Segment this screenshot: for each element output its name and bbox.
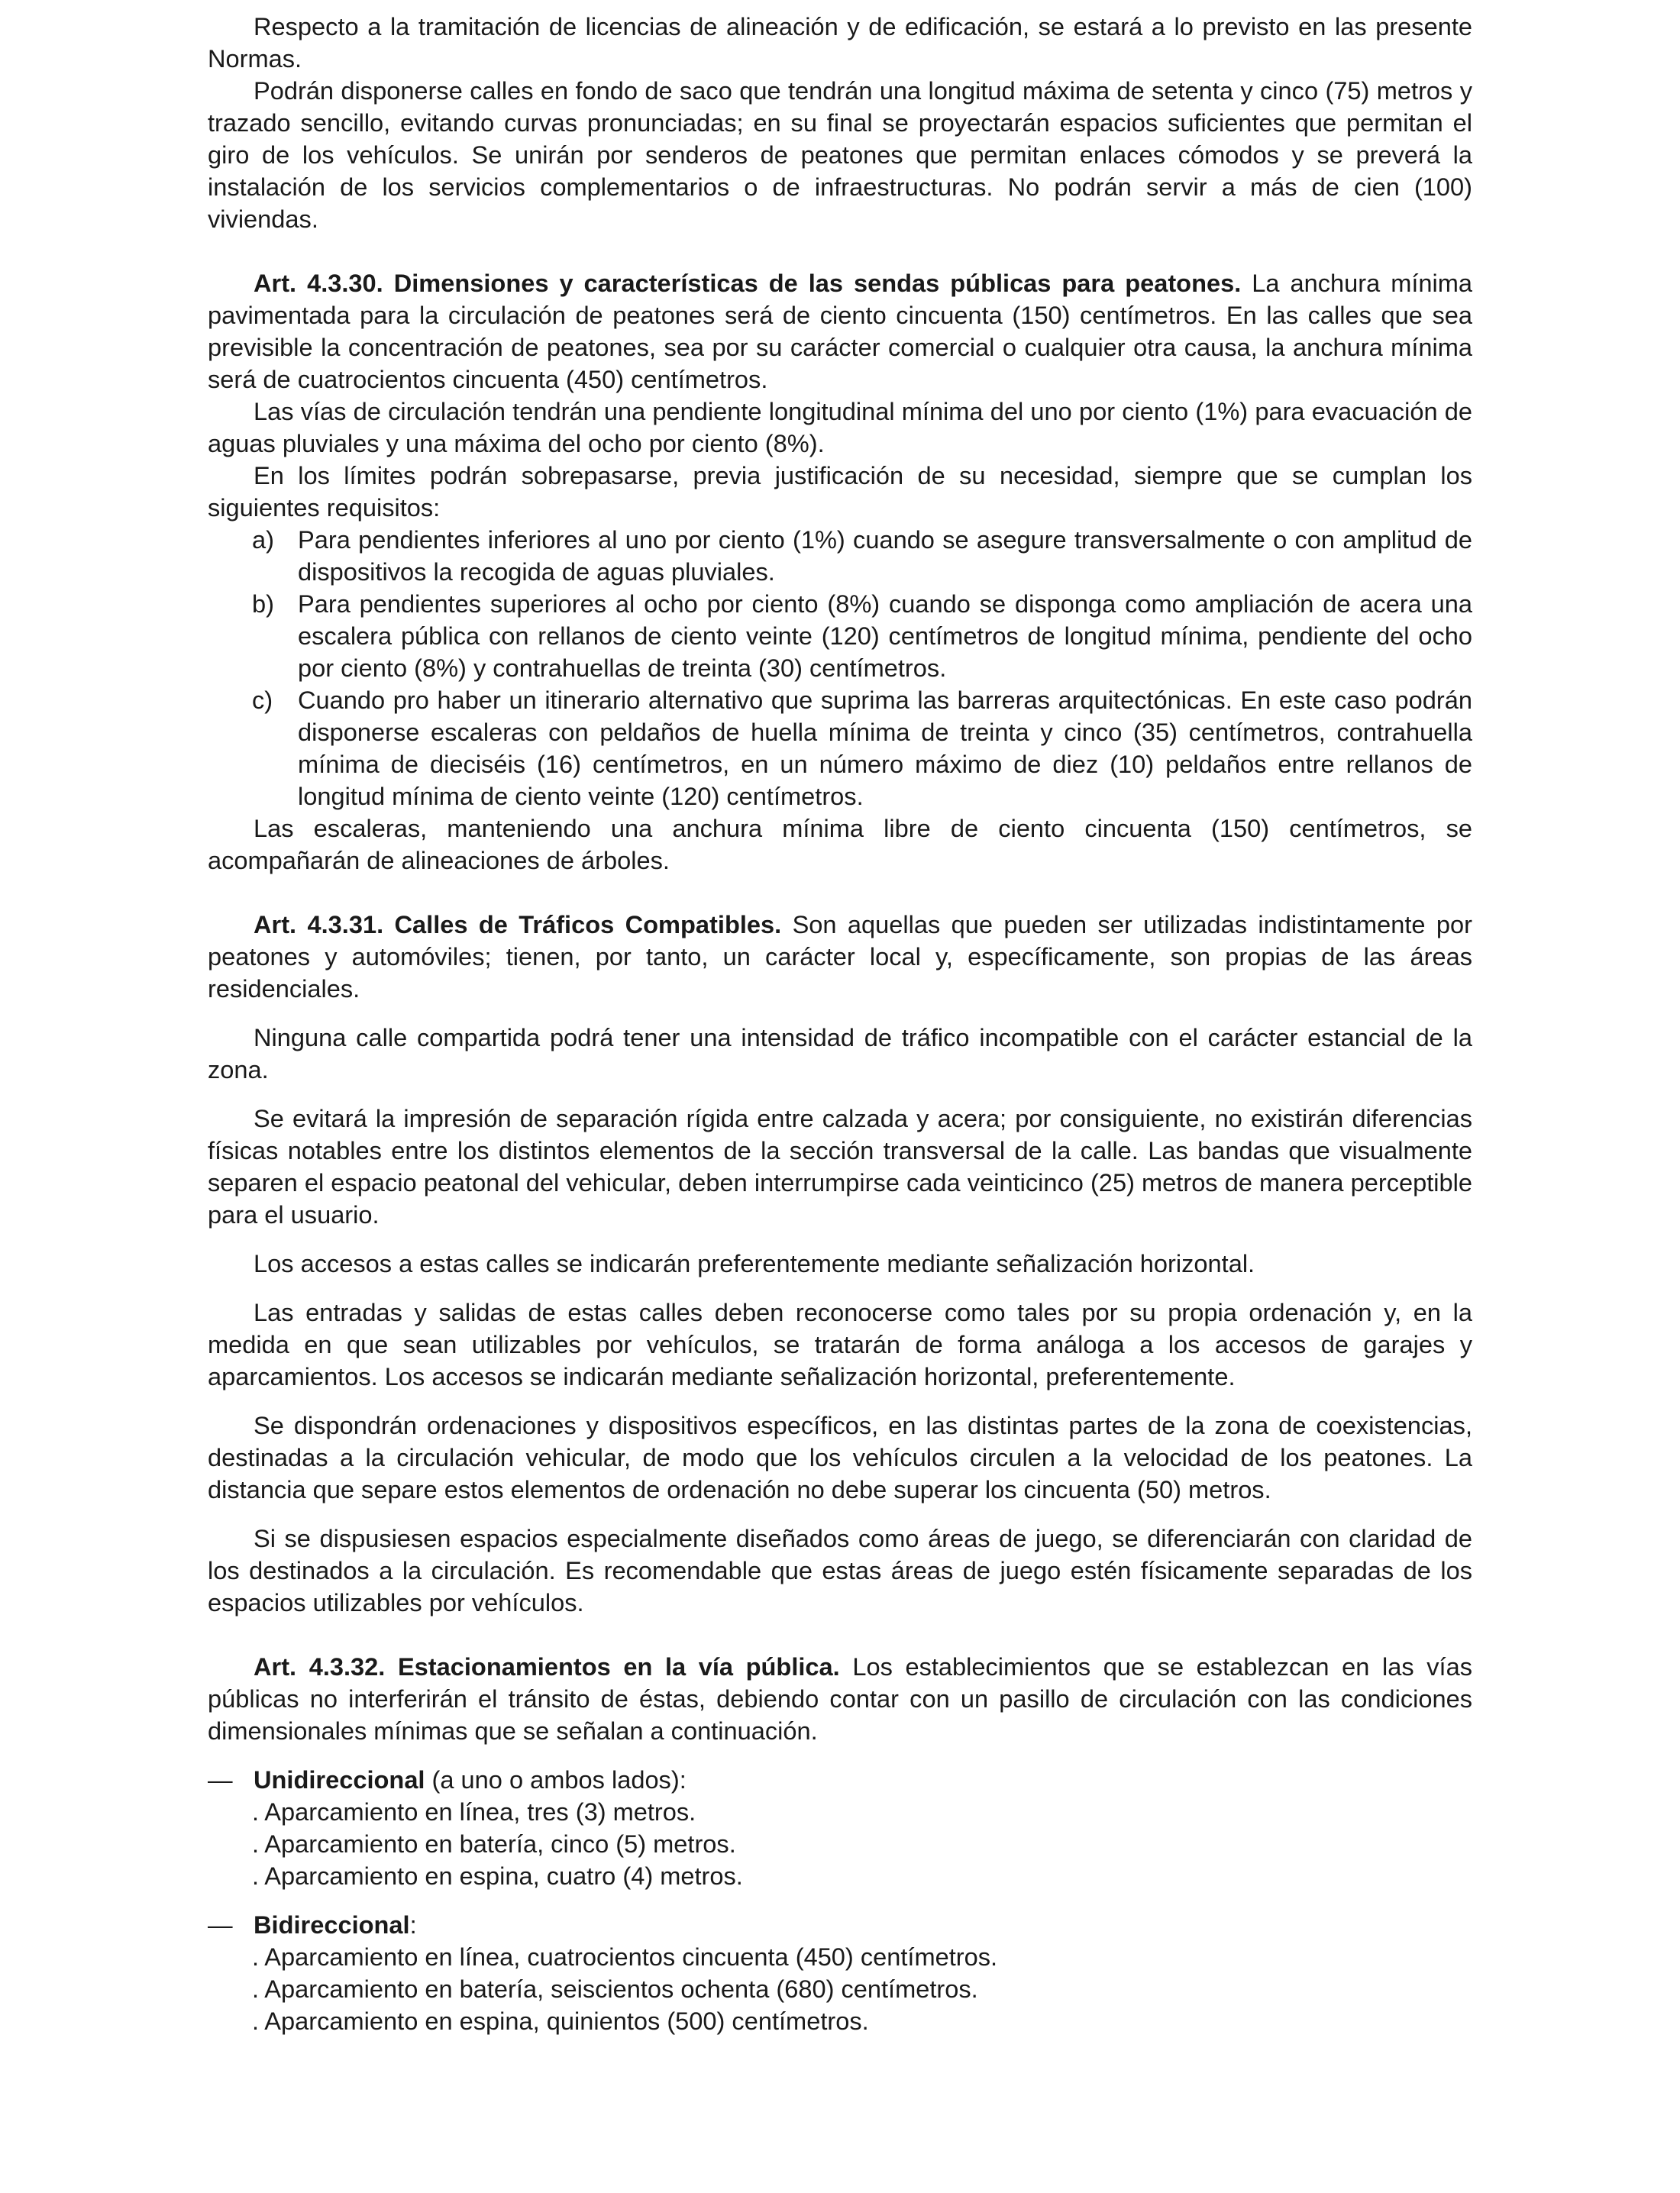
article-text: La anchura mínima pavimentada para la circulación de peatones será de ciento cincuenta (150) centímetros. En las calles que sea previsible la concentración de peatones, sea por su carácter comercial o cualquier otra causa, la anchura mínima será de cuatrocientos cincuenta (450) centímetros. bbox=[208, 269, 1472, 393]
article-text: Los establecimientos que se establezcan en las vías públicas no interferirán el tránsito de éstas, debiendo contar con un pasillo de circulación con las condiciones dimensionales mínimas que se señalan a continuación. bbox=[208, 1652, 1472, 1745]
paragraph: Los accesos a estas calles se indicarán preferentemente mediante señalización horizontal. bbox=[254, 1249, 1255, 1277]
paragraph: Las entradas y salidas de estas calles deben reconocerse como tales por su propia ordenación y, en la medida en que sean utilizables por vehículos, se tratarán de forma análoga a los accesos de garajes y aparcamientos. Los accesos se indicarán mediante señalización horizontal, preferentemente. bbox=[208, 1298, 1472, 1390]
list-marker: b) bbox=[252, 589, 274, 618]
unidireccional-list bbox=[208, 1796, 1472, 1892]
paragraph: Ninguna calle compartida podrá tener una intensidad de tráfico incompatible con el carácter estancial de la zona. bbox=[208, 1023, 1472, 1084]
category-note: (a uno o ambos lados): bbox=[425, 1765, 687, 1794]
requirements-list bbox=[208, 524, 1472, 812]
paragraph: Las escaleras, manteniendo una anchura mínima libre de ciento cincuenta (150) centímetros, se acompañarán de alineaciones de árboles. bbox=[208, 814, 1472, 874]
paragraph: En los límites podrán sobrepasarse, previa justificación de su necesidad, siempre que se cumplan los siguientes requisitos: bbox=[208, 461, 1472, 522]
list-marker: c) bbox=[252, 686, 273, 714]
list-item-text: Para pendientes superiores al ocho por ciento (8%) cuando se disponga como ampliación de acera una escalera pública con rellanos de ciento veinte (120) centímetros de longitud mínima, pendiente del ocho por ciento (8%) y contrahuellas de treinta (30) centímetros. bbox=[298, 589, 1472, 682]
paragraph: Se evitará la impresión de separación rígida entre calzada y acera; por consiguiente, no existirán diferencias físicas notables entre los distintos elementos de la sección transversal de la calle. Las bandas que visualmente separen el espacio peatonal del vehicular, deben interrumpirse cada veinticinco (25) metros de manera perceptible para el usuario. bbox=[208, 1104, 1472, 1229]
category-note: : bbox=[409, 1910, 417, 1939]
article-text: Son aquellas que pueden ser utilizadas indistintamente por peatones y automóviles; tienen, por tanto, un carácter local y, específicamente, son propias de las áreas residenciales. bbox=[208, 910, 1472, 1003]
paragraph: Las vías de circulación tendrán una pendiente longitudinal mínima del uno por ciento (1%) para evacuación de aguas pluviales y una máxima del ocho por ciento (8%). bbox=[208, 397, 1472, 457]
article-title: Art. 4.3.30. Dimensiones y características de las sendas públicas para peatones. bbox=[254, 269, 1242, 297]
article-4-3-30 bbox=[208, 267, 1472, 396]
article-title: Art. 4.3.32. Estacionamientos en la vía pública. bbox=[254, 1652, 840, 1681]
list-item-text: Para pendientes inferiores al uno por ciento (1%) cuando se asegure transversalmente o con amplitud de dispositivos la recogida de aguas pluviales. bbox=[298, 525, 1472, 586]
list-item: . Aparcamiento en espina, cuatro (4) metros. bbox=[252, 1862, 743, 1890]
list-item bbox=[208, 684, 1472, 812]
article-4-3-32 bbox=[208, 1651, 1472, 1747]
list-item: . Aparcamiento en batería, cinco (5) metros. bbox=[252, 1830, 736, 1858]
category-label: Unidireccional bbox=[254, 1765, 425, 1794]
list-item bbox=[208, 588, 1472, 684]
paragraph: Si se dispusiesen espacios especialmente diseñados como áreas de juego, se diferenciarán con claridad de los destinados a la circulación. Es recomendable que estas áreas de juego estén físicamente separadas de los espacios utilizables por vehículos. bbox=[208, 1524, 1472, 1616]
paragraph: Respecto a la tramitación de licencias de alineación y de edificación, se estará a lo previsto en las presente Normas. bbox=[208, 12, 1472, 73]
list-item: . Aparcamiento en línea, cuatrocientos cincuenta (450) centímetros. bbox=[252, 1943, 998, 1971]
dash-marker: — bbox=[208, 1910, 233, 1939]
paragraph: Podrán disponerse calles en fondo de saco que tendrán una longitud máxima de setenta y cinco (75) metros y trazado sencillo, evitando curvas pronunciadas; en su final se proyectarán espacios suficientes que permitan el giro de los vehículos. Se unirán por senderos de peatones que permitan enlaces cómodos y se preverá la instalación de los servicios complementarios o de infraestructuras. No podrán servir a más de cien (100) viviendas. bbox=[208, 76, 1472, 233]
article-4-3-31 bbox=[208, 909, 1472, 1005]
category-label: Bidireccional bbox=[254, 1910, 410, 1939]
list-item-text: Cuando pro haber un itinerario alternativo que suprima las barreras arquitectónicas. En este caso podrán disponerse escaleras con peldaños de huella mínima de treinta y cinco (35) centímetros, contrahuella mínima de dieciséis (16) centímetros, en un número máximo de diez (10) peldaños entre rellanos de longitud mínima de ciento veinte (120) centímetros. bbox=[298, 686, 1472, 810]
list-marker: a) bbox=[252, 525, 274, 554]
dash-marker: — bbox=[208, 1765, 233, 1794]
bidireccional-list bbox=[208, 1941, 1472, 2037]
document-page bbox=[208, 11, 1472, 2037]
paragraph: Se dispondrán ordenaciones y dispositivos específicos, en las distintas partes de la zona de coexistencias, destinadas a la circulación vehicular, de modo que los vehículos circulen a la velocidad de los peatones. La distancia que separe estos elementos de ordenación no debe superar los cincuenta (50) metros. bbox=[208, 1411, 1472, 1503]
list-item bbox=[208, 524, 1472, 588]
bidireccional-heading bbox=[208, 1909, 1472, 1941]
list-item: . Aparcamiento en batería, seiscientos ochenta (680) centímetros. bbox=[252, 1975, 978, 2003]
article-title: Art. 4.3.31. Calles de Tráficos Compatibles. bbox=[254, 910, 782, 938]
list-item: . Aparcamiento en línea, tres (3) metros. bbox=[252, 1797, 696, 1826]
list-item: . Aparcamiento en espina, quinientos (500) centímetros. bbox=[252, 2007, 869, 2035]
unidireccional-heading bbox=[208, 1764, 1472, 1796]
